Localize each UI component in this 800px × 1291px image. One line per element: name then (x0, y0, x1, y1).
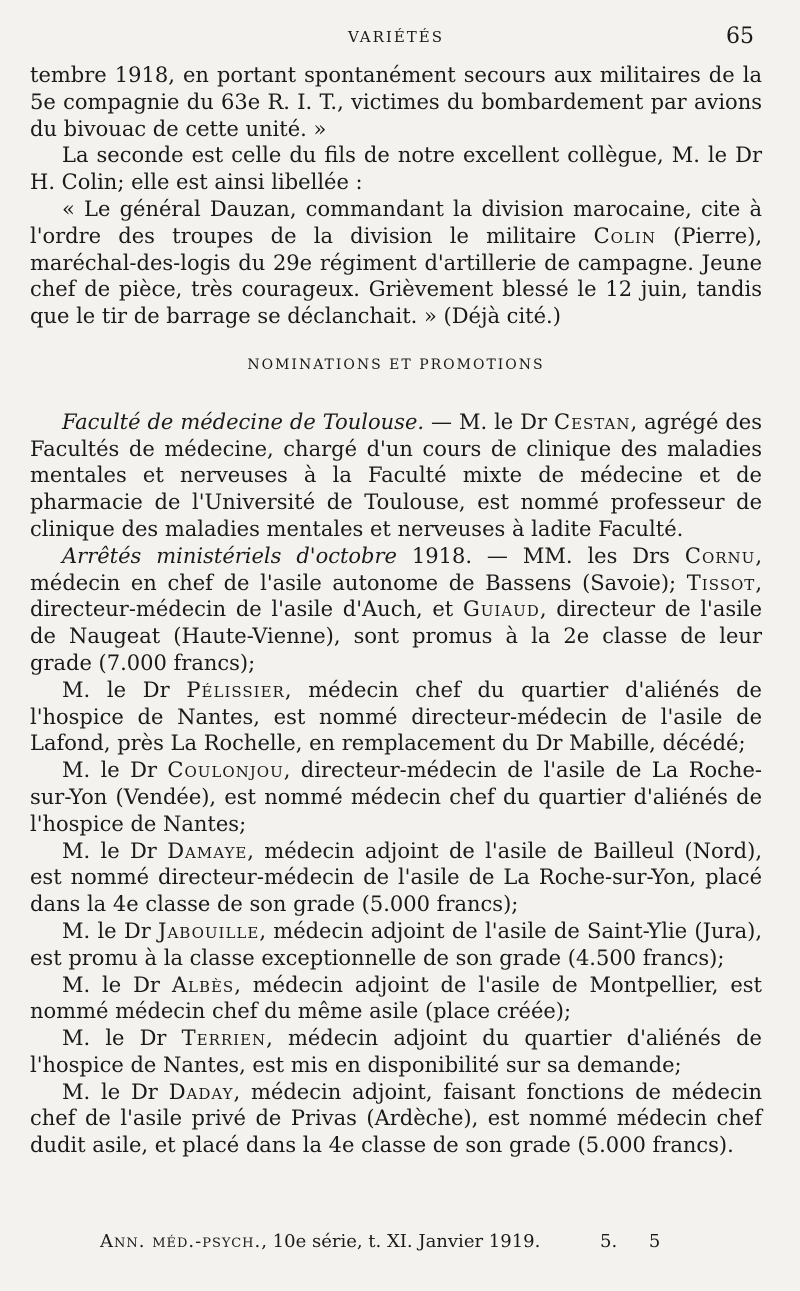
person-name: Coulonjou (167, 758, 284, 783)
person-name: Pélissier (186, 677, 285, 702)
person-name: Albès (171, 972, 235, 997)
page-number: 65 (726, 24, 754, 49)
header-title: VARIÉTÉS (347, 28, 445, 46)
paragraph-continuation: tembre 1918, en portant spontanément secours aux militaires de la 5e compagnie du 63e R. I. T., victimes du bombardement par avions du bivouac de cette unité. » (30, 63, 762, 141)
paragraph-pelissier: M. le Dr Pélissier, médecin chef du quartier d'aliénés de l'hospice de Nantes, est nommé directeur-médecin de l'asile de Lafond, près La Rochelle, en remplacement du Dr Mabille, décédé; (30, 677, 762, 756)
paragraph-arretes: Arrêtés ministériels d'octobre 1918. — MM. les Drs Cornu, médecin en chef de l'asile autonome de Bassens (Savoie); Tissot, directeur-médecin de l'asile d'Auch, et Guiaud, directeur de l'asile de Naugeat (Haute-Vienne), sont promus à la 2e classe de leur grade (7.000 francs); (30, 543, 762, 675)
running-header (30, 24, 762, 62)
person-name: Tissot (686, 570, 756, 595)
paragraph-second-citation: La seconde est celle du fils de notre excellent collègue, M. le Dr H. Colin; elle est ainsi libellée : (30, 143, 762, 195)
person-name: Colin (593, 223, 656, 248)
journal-name: Ann. méd.-psych. (100, 1231, 262, 1252)
person-name: Jabouille (158, 918, 260, 943)
section-title: NOMINATIONS ET PROMOTIONS (247, 356, 545, 373)
person-name: Daday (168, 1079, 234, 1104)
paragraph-coulonjou: M. le Dr Coulonjou, directeur-médecin de l'asile de La Roche-sur-Yon (Vendée), est nommé médecin chef du quartier d'aliénés de l'hospice de Nantes; (30, 758, 762, 836)
paragraph-citation-quote: « Le général Dauzan, commandant la division marocaine, cite à l'ordre des troupes de la division le militaire Colin (Pierre), maréchal-des-logis du 29e régiment d'artillerie de campagne. Jeune chef de pièce, très courageux. Grièvement blessé le 12 juin, tandis que le tir de barrage se déclanchait. » (Déjà cité.) (30, 196, 763, 329)
body-text (30, 62, 762, 1159)
paragraph-daday: M. le Dr Daday, médecin adjoint, faisant fonctions de médecin chef de l'asile privé de Privas (Ardèche), est nommé médecin chef dudit asile, et placé dans la 4e classe de son grade (5.000 francs). (30, 1079, 762, 1158)
person-name: Guiaud (462, 597, 540, 622)
issue-info: , 10e série, t. XI. Janvier 1919. (261, 1231, 541, 1252)
paragraph-toulouse: Faculté de médecine de Toulouse. — M. le Dr Cestan, agrégé des Facultés de médecine, chargé d'un cours de clinique des maladies mentales et nerveuses à la Faculté mixte de médecine et de pharmacie de l'Université de Toulouse, est nommé professeur de clinique des maladies mentales et nerveuses à ladite Faculté. (30, 409, 762, 541)
person-name: Terrien (181, 1026, 267, 1051)
paragraph-jabouille: M. le Dr Jabouille, médecin adjoint de l'asile de Saint-Ylie (Jura), est promu à la classe exceptionnelle de son grade (4.500 francs); (30, 918, 762, 970)
person-name: Cestan (554, 409, 631, 434)
person-name: Cornu (684, 543, 756, 568)
paragraph-terrien: M. le Dr Terrien, médecin adjoint du quartier d'aliénés de l'hospice de Nantes, est mis en disponibilité sur sa demande; (30, 1026, 762, 1077)
person-name: Damaye (167, 838, 248, 863)
paragraph-albes: M. le Dr Albès, médecin adjoint de l'asile de Montpellier, est nommé médecin chef du même asile (place créée); (30, 972, 762, 1024)
paragraph-damaye: M. le Dr Damaye, médecin adjoint de l'asile de Bailleul (Nord), est nommé directeur-médecin de l'asile de La Roche-sur-Yon, placé dans la 4e classe de son grade (5.000 francs); (30, 838, 762, 917)
footer-citation (100, 1231, 540, 1252)
signature-mark: 5. 5 (600, 1231, 661, 1252)
